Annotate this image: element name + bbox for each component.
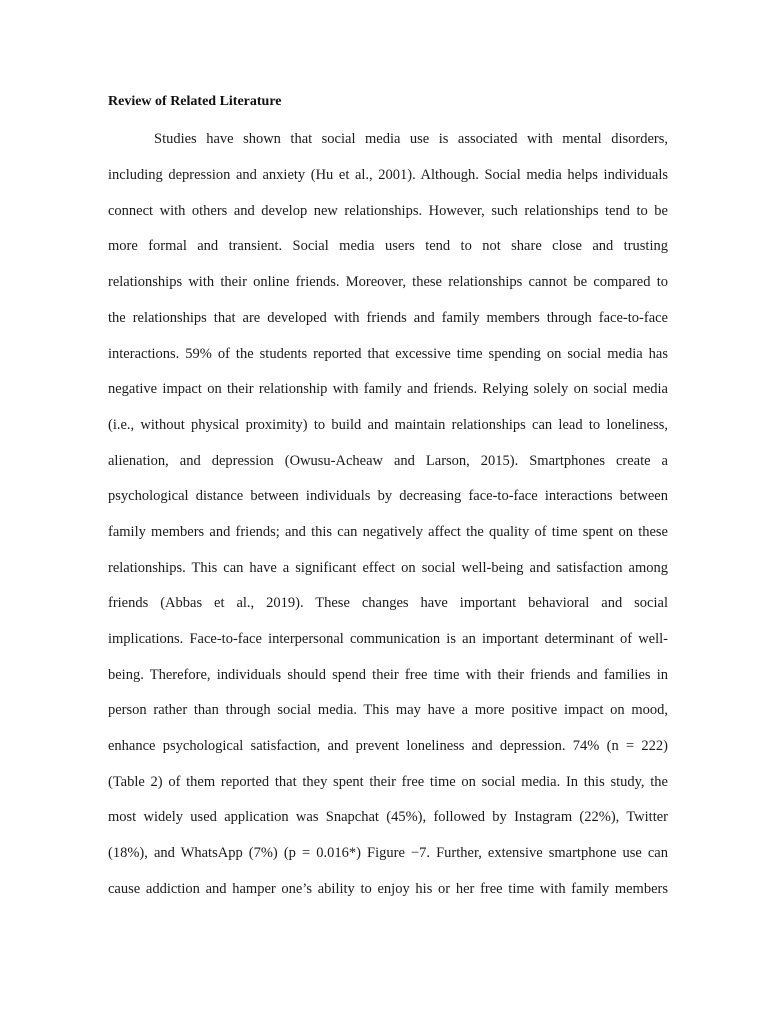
paragraph-line: (Table 2) of them reported that they spent their free time on social media. In this study, the <box>108 774 668 790</box>
paragraph-line: relationships with their online friends. Moreover, these relationships cannot be compared to <box>108 274 668 290</box>
paragraph-line: (18%), and WhatsApp (7%) (p = 0.016*) Figure −7. Further, extensive smartphone use can <box>108 845 668 861</box>
paragraph-line: more formal and transient. Social media users tend to not share close and trusting <box>108 238 668 254</box>
paragraph-line: psychological distance between individuals by decreasing face-to-face interactions between <box>108 488 668 504</box>
paragraph-line: implications. Face-to-face interpersonal communication is an important determinant of well- <box>108 631 668 647</box>
paragraph-line: connect with others and develop new relationships. However, such relationships tend to be <box>108 203 668 219</box>
paragraph-line: negative impact on their relationship with family and friends. Relying solely on social media <box>108 381 668 397</box>
paragraph-line: friends (Abbas et al., 2019). These changes have important behavioral and social <box>108 595 668 611</box>
paragraph-line: including depression and anxiety (Hu et al., 2001). Although. Social media helps individuals <box>108 167 668 183</box>
paragraph-line: Studies have shown that social media use is associated with mental disorders, <box>154 131 668 147</box>
paragraph-line: relationships. This can have a significant effect on social well-being and satisfaction among <box>108 560 668 576</box>
paragraph-line: (i.e., without physical proximity) to build and maintain relationships can lead to loneliness, <box>108 417 668 433</box>
paragraph-line: cause addiction and hamper one’s ability to enjoy his or her free time with family members <box>108 881 668 897</box>
paragraph-line: interactions. 59% of the students reported that excessive time spending on social media has <box>108 346 668 362</box>
paragraph-line: enhance psychological satisfaction, and prevent loneliness and depression. 74% (n = 222) <box>108 738 668 754</box>
paragraph-line: being. Therefore, individuals should spend their free time with their friends and families in <box>108 667 668 683</box>
paragraph-line: family members and friends; and this can negatively affect the quality of time spent on these <box>108 524 668 540</box>
paragraph-line: most widely used application was Snapchat (45%), followed by Instagram (22%), Twitter <box>108 809 668 825</box>
paragraph-line: alienation, and depression (Owusu-Acheaw and Larson, 2015). Smartphones create a <box>108 453 668 469</box>
paragraph-line: person rather than through social media. This may have a more positive impact on mood, <box>108 702 668 718</box>
section-heading: Review of Related Literature <box>108 94 282 109</box>
paragraph-line: the relationships that are developed with friends and family members through face-to-face <box>108 310 668 326</box>
